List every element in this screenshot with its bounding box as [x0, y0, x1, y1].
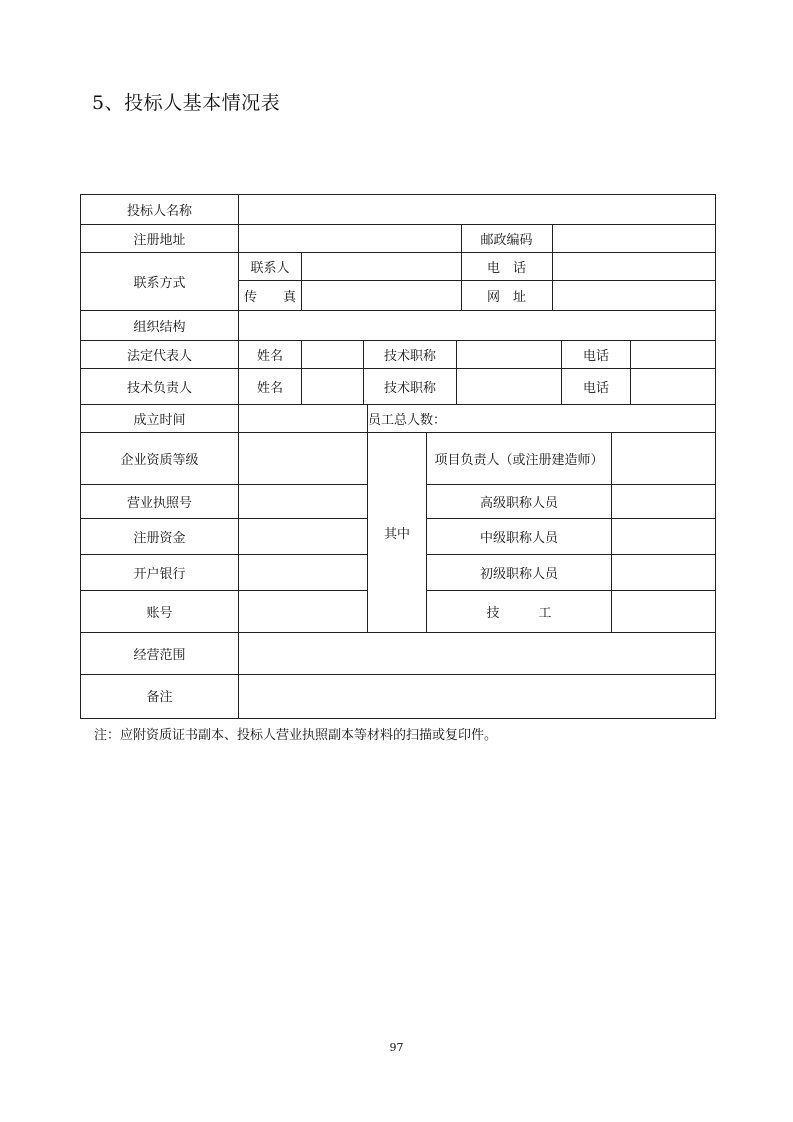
- website-field[interactable]: [553, 280, 715, 310]
- business-license-field[interactable]: [239, 484, 367, 518]
- reg-address-field[interactable]: [239, 224, 461, 252]
- technician-label: 技 工: [486, 605, 552, 621]
- junior-staff-label: 初级职称人员: [479, 566, 558, 582]
- of-which-label: 其中: [383, 526, 410, 542]
- technician-field[interactable]: [612, 590, 715, 632]
- project-manager-field[interactable]: [612, 432, 715, 484]
- tech-head-name-label: 姓名: [256, 380, 283, 396]
- established-label: 成立时间: [133, 412, 186, 428]
- total-staff-label: 员工总人数：: [368, 412, 447, 428]
- postal-code-field[interactable]: [553, 224, 715, 252]
- junior-staff-field[interactable]: [612, 554, 715, 590]
- tech-head-title-field[interactable]: [457, 368, 561, 404]
- senior-staff-label: 高级职称人员: [479, 495, 558, 511]
- reg-capital-label: 注册资金: [133, 530, 186, 546]
- reg-capital-field[interactable]: [239, 518, 367, 554]
- legal-rep-name-label: 姓名: [256, 348, 283, 364]
- tech-head-phone-field[interactable]: [631, 368, 715, 404]
- bidder-name-field[interactable]: [239, 195, 715, 224]
- bidder-info-table: [80, 194, 716, 719]
- tech-head-phone-label: 电话: [582, 380, 609, 396]
- mid-staff-field[interactable]: [612, 518, 715, 554]
- tech-head-label: 技术负责人: [126, 380, 192, 396]
- legal-rep-label: 法定代表人: [126, 348, 192, 364]
- remarks-field[interactable]: [239, 674, 715, 717]
- contact-person-field[interactable]: [302, 252, 461, 280]
- bank-field[interactable]: [239, 554, 367, 590]
- phone-field[interactable]: [553, 252, 715, 280]
- fax-field[interactable]: [302, 280, 461, 310]
- contact-method-label: 联系方式: [133, 275, 186, 291]
- mid-staff-label: 中级职称人员: [479, 530, 558, 546]
- org-structure-label: 组织结构: [133, 319, 186, 335]
- business-scope-field[interactable]: [239, 632, 715, 674]
- page-title: 5、投标人基本情况表: [92, 92, 281, 114]
- bidder-name-label: 投标人名称: [126, 204, 192, 219]
- contact-person-label: 联系人: [250, 260, 290, 276]
- legal-rep-phone-label: 电话: [582, 348, 609, 364]
- qualification-level-label: 企业资质等级: [120, 452, 199, 468]
- project-manager-label: 项目负责人（或注册建造师）: [434, 452, 604, 468]
- account-field[interactable]: [239, 590, 367, 632]
- legal-rep-phone-field[interactable]: [631, 340, 715, 368]
- senior-staff-field[interactable]: [612, 484, 715, 518]
- reg-address-label: 注册地址: [133, 232, 186, 248]
- business-license-label: 营业执照号: [126, 495, 192, 511]
- tech-head-title-label: 技术职称: [383, 380, 436, 396]
- phone-label: 电 话: [486, 260, 526, 276]
- account-label: 账号: [146, 605, 173, 621]
- postal-code-label: 邮政编码: [480, 232, 533, 248]
- org-structure-field[interactable]: [239, 310, 715, 340]
- tech-head-name-field[interactable]: [302, 368, 363, 404]
- legal-rep-title-field[interactable]: [457, 340, 561, 368]
- business-scope-label: 经营范围: [133, 647, 186, 663]
- fax-label: 传 真: [243, 289, 296, 305]
- page-number: 97: [389, 1041, 404, 1054]
- footnote: 注：应附资质证书副本、投标人营业执照副本等材料的扫描或复印件。: [94, 728, 498, 743]
- established-field[interactable]: [239, 404, 367, 432]
- qualification-level-field[interactable]: [239, 432, 367, 484]
- legal-rep-name-field[interactable]: [302, 340, 363, 368]
- legal-rep-title-label: 技术职称: [383, 348, 436, 364]
- bank-label: 开户银行: [133, 566, 186, 582]
- website-label: 网 址: [486, 289, 526, 305]
- remarks-label: 备注: [146, 690, 173, 705]
